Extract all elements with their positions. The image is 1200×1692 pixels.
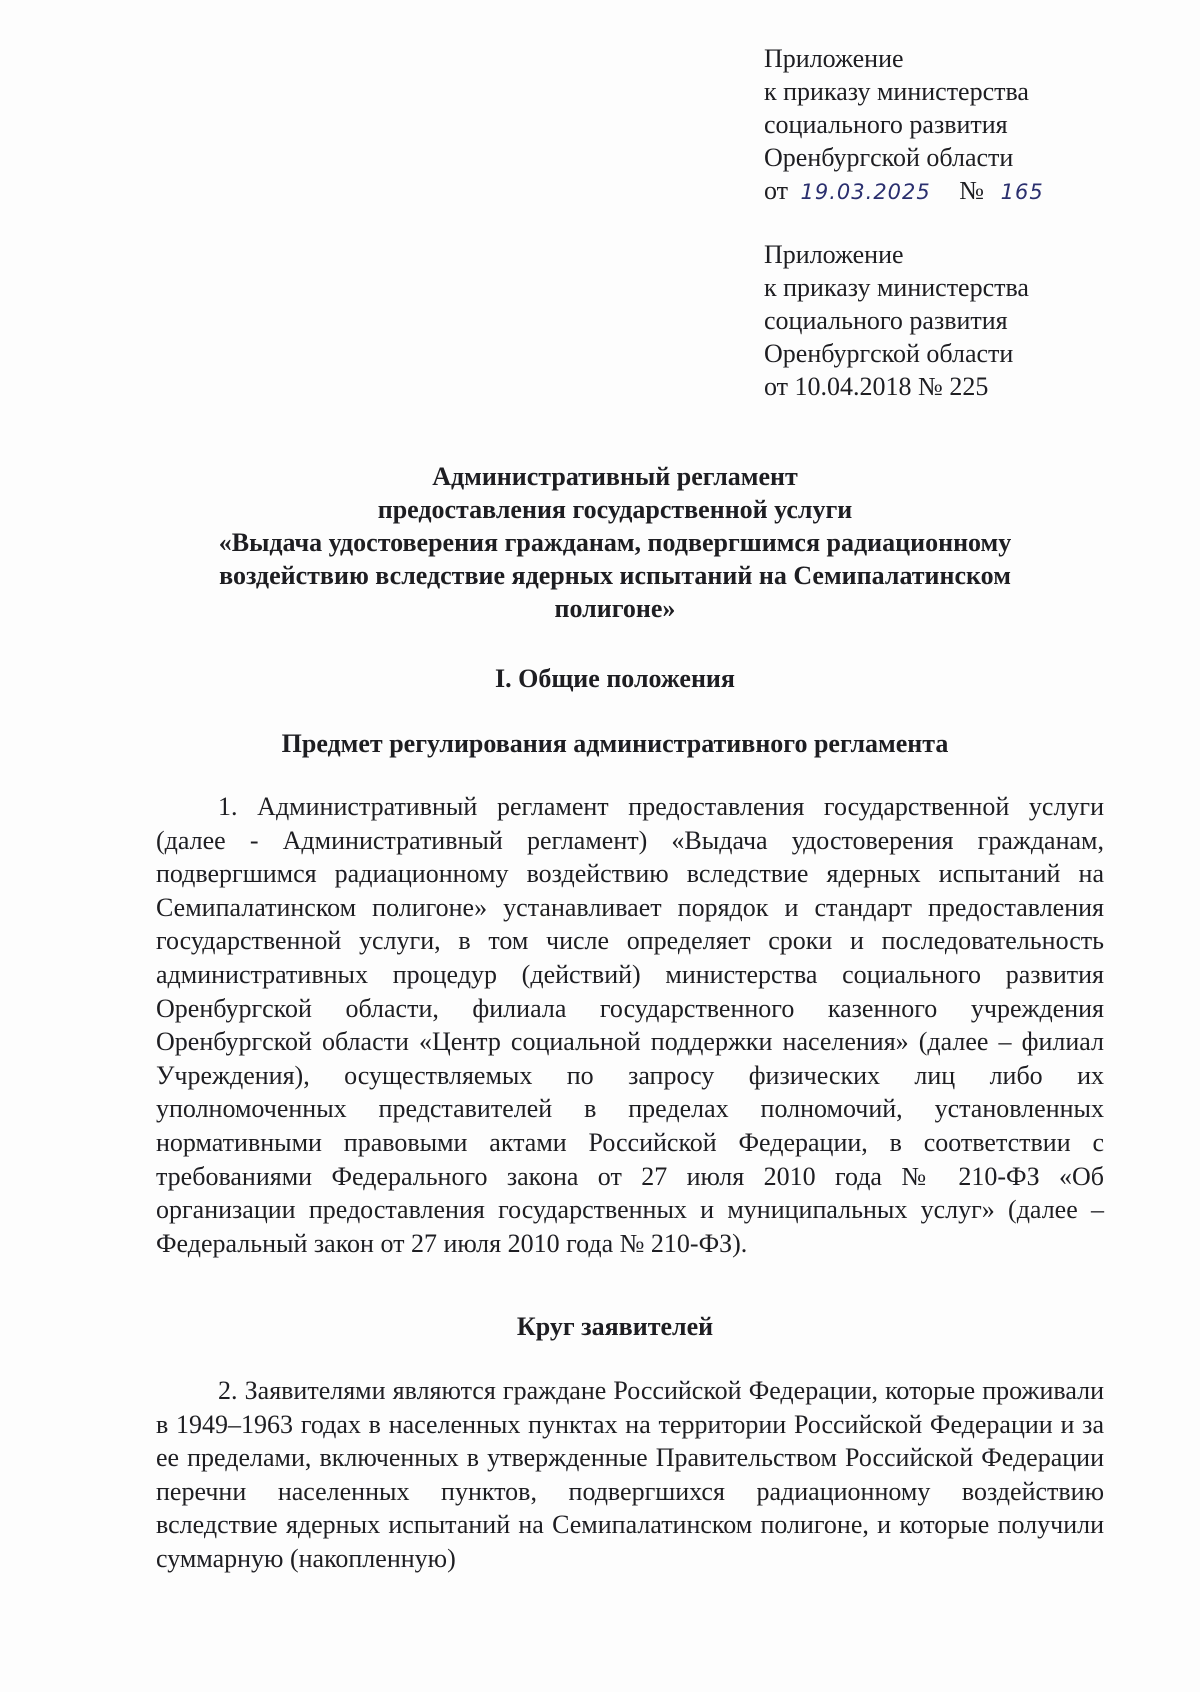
document-title	[150, 460, 1080, 625]
annex-line: социального развития	[764, 306, 1008, 335]
section-heading: I. Общие положения	[495, 664, 735, 693]
title-line: предоставления государственной услуги	[377, 495, 853, 524]
annex-date-prefix: от	[764, 176, 789, 205]
annex-line: Оренбургской области	[764, 339, 1014, 368]
paragraph-1: 1. Административный регламент предоставления государственной услуги (далее - Административный регламент) «Выдача удостоверения гражданам, подвергшимся радиационному воздействию вследствие ядерных испытаний на Семипалатинском полигоне» устанавливает порядок и стандарт предоставления государственной услуги, в том числе определяет сроки и последовательность административных процедур (действий) министерства социального развития Оренбургской области, филиала государственного казенного учреждения Оренбургской области «Центр социальной поддержки населения» (далее – филиал Учреждения), осуществляемых по запросу физических лиц либо их уполномоченных представителей в пределах полномочий, установленных нормативными правовыми актами Российской Федерации, в соответствии с требованиями Федерального закона от 27 июля 2010 года № 210-ФЗ «Об организации предоставления государственных и муниципальных услуг» (далее – Федеральный закон от 27 июля 2010 года № 210-ФЗ).	[156, 792, 1104, 1258]
annex-number-sign: №	[959, 176, 985, 205]
title-line: Административный регламент	[432, 462, 798, 491]
annex-line: Приложение	[764, 44, 904, 73]
annex-line: от 10.04.2018 № 225	[764, 372, 989, 401]
annex-line: Оренбургской области	[764, 143, 1014, 172]
title-line: полигоне»	[554, 594, 676, 623]
annex-line: к приказу министерства	[764, 273, 1029, 302]
applicants-heading: Круг заявителей	[516, 1312, 714, 1341]
handwritten-number: 165	[1000, 180, 1044, 204]
annex-block-original	[764, 238, 1029, 403]
paragraph-2: 2. Заявителями являются граждане Российской Федерации, которые проживали в 1949–1963 годах в населенных пунктах на территории Российской Федерации и за ее пределами, включенных в утвержденные Правительством Российской Федерации перечни населенных пунктов, подвергшихся радиационному воздействию вследствие ядерных испытаний на Семипалатинском полигоне, и которые получили суммарную (накопленную)	[156, 1376, 1104, 1573]
title-line: воздействию вследствие ядерных испытаний на Семипалатинском	[219, 561, 1011, 590]
handwritten-date: 19.03.2025	[800, 180, 931, 204]
annex-line: социального развития	[764, 110, 1008, 139]
annex-line: Приложение	[764, 240, 904, 269]
subsection-heading: Предмет регулирования административного регламента	[281, 729, 949, 758]
title-line: «Выдача удостоверения гражданам, подвергшимся радиационному	[218, 528, 1012, 557]
annex-block-current	[764, 42, 1044, 209]
annex-date-line	[764, 174, 1044, 209]
annex-line: к приказу министерства	[764, 77, 1029, 106]
